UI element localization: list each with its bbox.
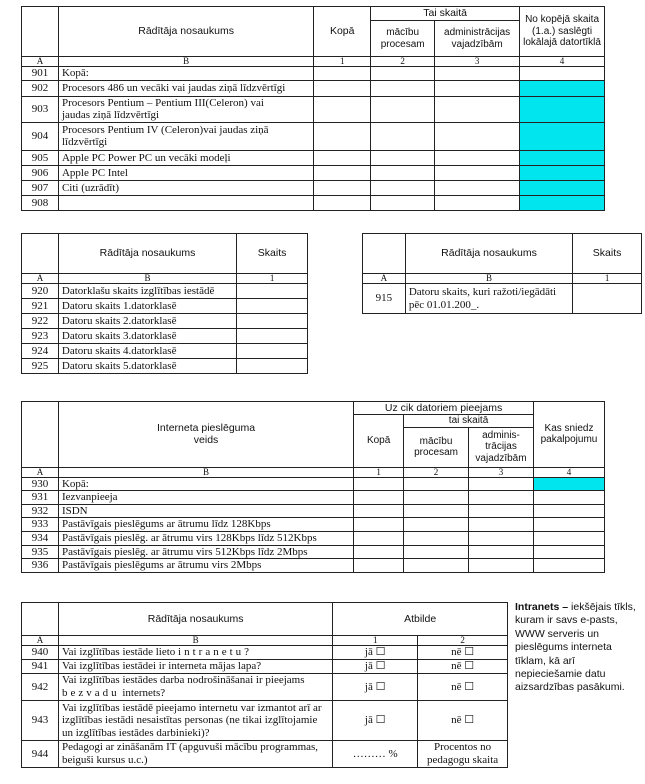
cell-total[interactable] (314, 67, 371, 81)
row-name (405, 284, 572, 314)
row-name: ISDN (58, 504, 353, 518)
row-code: 930 (22, 477, 59, 491)
row-code: 936 (22, 559, 59, 573)
table-row (22, 491, 605, 505)
question-line: izglītības iestādi nesaistītas personas (ne tikai izglītojamie (61, 714, 318, 727)
row-name: Pastāvīgais pieslēgums ar ātrumu virs 2Mbps (58, 559, 353, 573)
internet-connection-table (21, 401, 605, 573)
row-name: Pastāvīgais pieslēg. ar ātrumu virs 128Kbps līdz 512Kbps (58, 532, 353, 546)
cell-teaching[interactable] (404, 491, 469, 505)
col-label-3: 3 (435, 57, 520, 67)
row-code: 942 (22, 674, 59, 701)
col-label-b: B (58, 467, 353, 477)
table-row (22, 344, 308, 359)
cell-count[interactable] (237, 329, 308, 344)
yes-checkbox[interactable]: jā ☐ (333, 674, 418, 701)
cell-network-highlighted[interactable] (520, 80, 605, 96)
cell-admin[interactable] (435, 122, 520, 150)
question-text: ? (244, 646, 250, 659)
row-code: 940 (22, 646, 59, 660)
question-line: Vai izglītības iestādes darba nodrošināšanai ir pieejams (61, 674, 305, 687)
row-code: 920 (22, 284, 59, 299)
cell-admin[interactable] (469, 532, 534, 546)
header-answer: Atbilde (333, 603, 508, 636)
cell-admin[interactable] (469, 491, 534, 505)
row-code: 907 (22, 180, 59, 195)
row-code: 925 (22, 359, 59, 374)
table-row (22, 674, 508, 701)
col-label-b: B (58, 57, 313, 67)
row-name: Datoru skaits 3.datorklasē (58, 329, 236, 344)
row-name-line: Procesors Pentium – Pentium III(Celeron) vai (61, 96, 264, 109)
cell-teaching[interactable] (371, 96, 435, 122)
row-code: 922 (22, 314, 59, 329)
table-row (363, 284, 642, 314)
cell-count[interactable] (573, 284, 642, 314)
note-title: Intranets – (515, 601, 569, 613)
row-question (58, 646, 332, 660)
note-text: iekšējais tīkls, kuram ir savs e-pasts, WWW serveris un pieslēgums interneta tīklam, kā arī nepieciešamie datu aizsardzības pasākumi. (515, 601, 636, 694)
percent-note: Procentos no pedagogu skaita (418, 741, 508, 768)
cell-total[interactable] (314, 80, 371, 96)
row-question: Vai izglītības iestādei ir interneta mājas lapa? (58, 660, 332, 674)
cell-teaching[interactable] (404, 532, 469, 546)
row-name: Iezvanpieeja (58, 491, 353, 505)
table-row (22, 299, 308, 314)
col-label-b: B (58, 274, 236, 284)
cell-network[interactable] (520, 67, 605, 81)
row-name: Pastāvīgais pieslēg. ar ātrumu virs 512Kbps līdz 2Mbps (58, 545, 353, 559)
row-code: 904 (22, 122, 59, 150)
table-row (22, 559, 605, 573)
row-name: Datoru skaits 2.datorklasē (58, 314, 236, 329)
cell-total[interactable] (354, 545, 404, 559)
row-code: 943 (22, 701, 59, 741)
cell-provider[interactable] (533, 532, 604, 546)
col-label-1: 1 (314, 57, 371, 67)
yes-checkbox[interactable]: jā ☐ (333, 701, 418, 741)
row-question (58, 741, 332, 768)
header-blank (22, 402, 59, 468)
col-label-b: B (58, 636, 332, 646)
table-row (22, 165, 605, 180)
row-name: Procesors 486 un vecāki vai jaudas ziņā līdzvērtīgi (58, 80, 313, 96)
cell-admin[interactable] (435, 96, 520, 122)
no-checkbox[interactable]: nē ☐ (418, 701, 508, 741)
yes-checkbox[interactable]: jā ☐ (333, 646, 418, 660)
col-label-a: A (22, 57, 59, 67)
row-code: 934 (22, 532, 59, 546)
cell-teaching[interactable] (371, 67, 435, 81)
col-label-1: 1 (354, 467, 404, 477)
cell-admin[interactable] (469, 559, 534, 573)
table-row (22, 67, 605, 81)
row-code: 921 (22, 299, 59, 314)
cell-teaching[interactable] (371, 80, 435, 96)
table-row (22, 518, 605, 532)
table-row (22, 545, 605, 559)
row-name: Apple PC Power PC un vecāki modeļi (58, 150, 313, 165)
row-name: Datoru skaits 5.datorklasē (58, 359, 236, 374)
row-name-line: Datoru skaits, kuri ražoti/iegādāti (408, 285, 557, 298)
row-name-line: līdzvērtīgi (61, 136, 108, 149)
header-count: Skaits (573, 234, 642, 274)
col-label-1: 1 (573, 274, 642, 284)
cell-admin[interactable] (435, 67, 520, 81)
row-code: 933 (22, 518, 59, 532)
cell-teaching[interactable] (371, 150, 435, 165)
row-name-line: Procesors Pentium IV (Celeron)vai jaudas ziņā (61, 123, 269, 136)
question-text-spaced: intranetu (178, 646, 245, 659)
table-row (22, 701, 508, 741)
row-code: 924 (22, 344, 59, 359)
computer-labs-table (21, 233, 308, 374)
col-label-a: A (22, 467, 59, 477)
col-label-2: 2 (404, 467, 469, 477)
cell-admin[interactable] (435, 195, 520, 210)
row-name (58, 122, 313, 150)
table-row (22, 180, 605, 195)
col-label-a: A (22, 636, 59, 646)
header-line: veids (193, 434, 219, 447)
header-blank (22, 7, 59, 57)
cell-total[interactable] (354, 518, 404, 532)
row-code: 944 (22, 741, 59, 768)
header-of-which: tai skaitā (404, 415, 534, 428)
recent-computers-table (362, 233, 642, 314)
row-code: 908 (22, 195, 59, 210)
header-indicator-name: Rādītāja nosaukums (58, 234, 236, 274)
question-line: un izglītības iestādes darbinieki)? (61, 726, 210, 739)
header-computers-available: Uz cik datoriem pieejams (354, 402, 534, 415)
table-row (22, 150, 605, 165)
col-label-2: 2 (371, 57, 435, 67)
header-indicator-name: Rādītāja nosaukums (58, 7, 313, 57)
col-label-a: A (363, 274, 406, 284)
cell-total[interactable] (354, 477, 404, 491)
table-row (22, 80, 605, 96)
cell-teaching[interactable] (404, 518, 469, 532)
cell-total[interactable] (314, 165, 371, 180)
question-line: Vai izglītības iestādē pieejamo internetu var izmantot arī ar (61, 701, 322, 714)
row-name (58, 96, 313, 122)
cell-provider[interactable] (533, 559, 604, 573)
row-question (58, 701, 332, 741)
row-code: 905 (22, 150, 59, 165)
header-admin: administrācijas vajadzībām (435, 21, 520, 57)
cell-admin[interactable] (469, 477, 534, 491)
table-row (22, 532, 605, 546)
no-checkbox[interactable]: nē ☐ (418, 660, 508, 674)
cell-admin[interactable] (435, 165, 520, 180)
row-code: 906 (22, 165, 59, 180)
header-indicator-name: Rādītāja nosaukums (405, 234, 572, 274)
header-of-which: Tai skaitā (371, 7, 520, 21)
row-code: 903 (22, 96, 59, 122)
cell-admin[interactable] (435, 180, 520, 195)
cell-provider-highlighted[interactable] (533, 477, 604, 491)
header-count: Skaits (237, 234, 308, 274)
row-name: Datorklašu skaits izglītības iestādē (58, 284, 236, 299)
cell-provider[interactable] (533, 545, 604, 559)
col-label-b: B (405, 274, 572, 284)
row-name: Apple PC Intel (58, 165, 313, 180)
row-code: 915 (363, 284, 406, 314)
row-name: Datoru skaits 4.datorklasē (58, 344, 236, 359)
row-name: Kopā: (58, 67, 313, 81)
cell-count[interactable] (237, 284, 308, 299)
row-name[interactable] (58, 195, 313, 210)
question-text-spaced: bezvadu (61, 687, 120, 699)
table-row (22, 314, 308, 329)
table-row (22, 195, 605, 210)
question-line (62, 687, 329, 700)
computers-by-processor-table (21, 6, 605, 211)
cell-total[interactable] (354, 532, 404, 546)
header-network: No kopējā skaita (1.a.) saslēgti lokālajā datortīklā (520, 7, 605, 57)
cell-total[interactable] (314, 150, 371, 165)
question-text: Vai izglītības iestāde lieto (61, 646, 179, 659)
cell-teaching[interactable] (371, 165, 435, 180)
cell-count[interactable] (237, 299, 308, 314)
cell-total[interactable] (314, 96, 371, 122)
table-row (22, 329, 308, 344)
cell-network-highlighted[interactable] (520, 165, 605, 180)
header-total: Kopā (354, 415, 404, 468)
row-code: 902 (22, 80, 59, 96)
header-connection-type (58, 402, 353, 468)
cell-count[interactable] (237, 359, 308, 374)
cell-total[interactable] (354, 559, 404, 573)
cell-total[interactable] (314, 122, 371, 150)
col-label-4: 4 (533, 467, 604, 477)
row-name: Datoru skaits 1.datorklasē (58, 299, 236, 314)
table-row (22, 96, 605, 122)
cell-total[interactable] (314, 195, 371, 210)
row-question (58, 674, 332, 701)
header-admin: adminis-trācijas vajadzībām (469, 427, 534, 467)
header-provider: Kas sniedz pakalpojumu (533, 402, 604, 468)
question-line: Pedagogi ar zināšanām IT (apguvuši mācību programmas, (61, 741, 319, 754)
cell-count[interactable] (237, 314, 308, 329)
row-name-line: jaudas ziņā līdzvērtīgi (61, 109, 160, 122)
cell-total[interactable] (354, 491, 404, 505)
no-checkbox[interactable]: nē ☐ (418, 674, 508, 701)
cell-teaching[interactable] (404, 477, 469, 491)
cell-teaching[interactable] (404, 504, 469, 518)
row-name: Kopā: (58, 477, 353, 491)
cell-teaching[interactable] (404, 559, 469, 573)
cell-admin[interactable] (469, 504, 534, 518)
table-row (22, 646, 508, 660)
col-label-1: 1 (333, 636, 418, 646)
row-name: Citi (uzrādīt) (58, 180, 313, 195)
cell-count[interactable] (237, 344, 308, 359)
row-code: 923 (22, 329, 59, 344)
row-code: 941 (22, 660, 59, 674)
table-row (22, 741, 508, 768)
no-checkbox[interactable]: nē ☐ (418, 646, 508, 660)
table-row (22, 122, 605, 150)
header-line: Interneta pieslēguma (157, 422, 256, 435)
row-code: 932 (22, 504, 59, 518)
col-label-4: 4 (520, 57, 605, 67)
header-teaching: mācību procesam (404, 427, 469, 467)
col-label-3: 3 (469, 467, 534, 477)
table-row (22, 660, 508, 674)
row-code: 931 (22, 491, 59, 505)
question-line: beiguši kursus u.c.) (61, 754, 148, 766)
internet-usage-questions-table (21, 602, 508, 768)
cell-provider[interactable] (533, 504, 604, 518)
table-row (22, 504, 605, 518)
cell-network-highlighted[interactable] (520, 180, 605, 195)
cell-total[interactable] (354, 504, 404, 518)
cell-provider[interactable] (533, 518, 604, 532)
row-name: Pastāvīgais pieslēgums ar ātrumu līdz 128Kbps (58, 518, 353, 532)
cell-total[interactable] (314, 180, 371, 195)
row-code: 935 (22, 545, 59, 559)
table-row (22, 284, 308, 299)
header-blank (363, 234, 406, 274)
cell-admin[interactable] (469, 545, 534, 559)
cell-teaching[interactable] (371, 195, 435, 210)
cell-provider[interactable] (533, 491, 604, 505)
cell-teaching[interactable] (404, 545, 469, 559)
question-text: internets? (119, 687, 166, 699)
cell-admin[interactable] (469, 518, 534, 532)
cell-teaching[interactable] (371, 180, 435, 195)
percent-input[interactable]: ……… % (333, 741, 418, 768)
header-teaching: mācību procesam (371, 21, 435, 57)
cell-network-highlighted[interactable] (520, 150, 605, 165)
header-indicator-name: Rādītāja nosaukums (58, 603, 332, 636)
row-name-line: pēc 01.01.200_. (408, 298, 480, 311)
col-label-2: 2 (418, 636, 508, 646)
intranet-definition-note (515, 601, 640, 695)
yes-checkbox[interactable]: jā ☐ (333, 660, 418, 674)
cell-network-highlighted[interactable] (520, 195, 605, 210)
table-row (22, 359, 308, 374)
header-blank (22, 603, 59, 636)
col-label-1: 1 (237, 274, 308, 284)
cell-admin[interactable] (435, 80, 520, 96)
table-row (22, 477, 605, 491)
cell-admin[interactable] (435, 150, 520, 165)
cell-network-highlighted[interactable] (520, 122, 605, 150)
row-code: 901 (22, 67, 59, 81)
cell-network-highlighted[interactable] (520, 96, 605, 122)
header-total: Kopā (314, 7, 371, 57)
cell-teaching[interactable] (371, 122, 435, 150)
header-blank (22, 234, 59, 274)
col-label-a: A (22, 274, 59, 284)
